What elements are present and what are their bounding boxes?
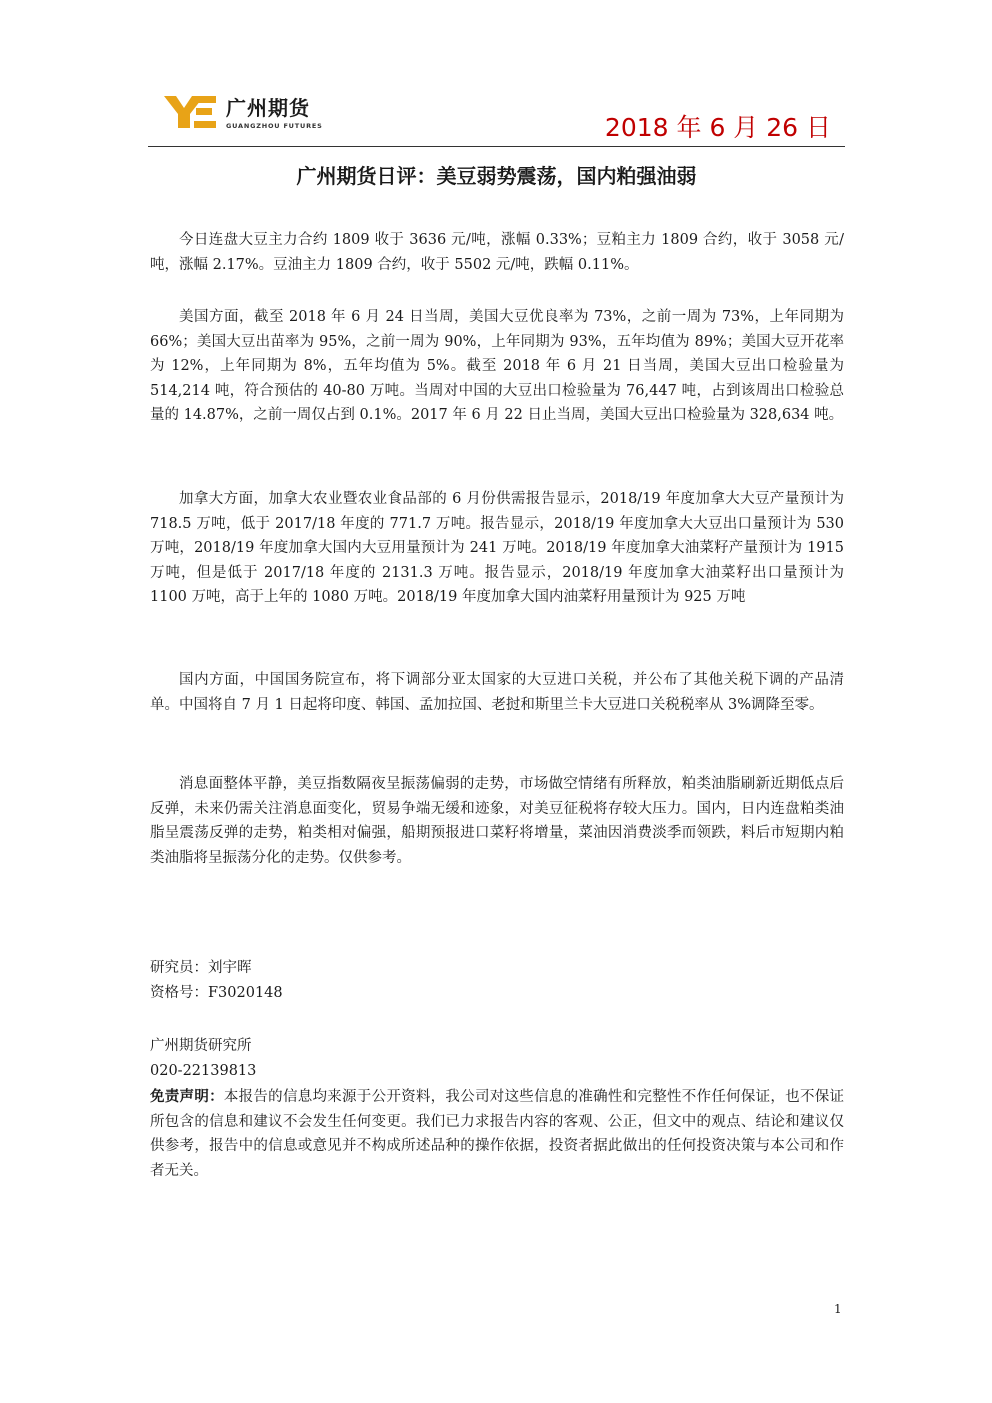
license-number: 资格号：F3020148 — [150, 985, 283, 1001]
logo-text-cn: 广州期货 — [226, 96, 310, 120]
paragraph-domestic: 国内方面，中国国务院宣布，将下调部分亚太国家的大豆进口关税，并公布了其他关税下调的产品清单。中国将自 7 月 1 日起将印度、韩国、孟加拉国、老挝和斯里兰卡大豆进口关税税率从 3%调降至零。 — [150, 672, 844, 713]
header-divider — [148, 146, 845, 147]
researcher-name: 研究员：刘宇晖 — [150, 960, 252, 976]
disclaimer-label: 免责声明： — [150, 1089, 224, 1105]
company-logo — [164, 88, 334, 136]
paragraph-summary: 消息面整体平静，美豆指数隔夜呈振荡偏弱的走势，市场做空情绪有所释放，粕类油脂刷新近期低点后反弹，未来仍需关注消息面变化，贸易争端无缓和迹象，对美豆征税将存较大压力。国内，日内连盘粕类油脂呈震荡反弹的走势，粕类相对偏强，船期预报进口菜籽将增量，菜油因消费淡季而领跌，料后市短期内粕类油脂将呈振荡分化的走势。仅供参考。 — [150, 776, 844, 866]
paragraph-us: 美国方面，截至 2018 年 6 月 24 日当周，美国大豆优良率为 73%，之前一周为 73%，上年同期为 66%；美国大豆出苗率为 95%，之前一周为 90%，上年同期为 93%，五年均值为 89%；美国大豆开花率为 12%，上年同期为 8%，五年均值为 5%。截至 2018 年 6 月 21 日当周，美国大豆出口检验量为 514,214 吨，符合预估的 40-80 万吨。当周对中国的大豆出口检验量为 76,447 吨，占到该周出口检验总量的 14.87%，之前一周仅占到 0.1%。2017 年 6 月 22 日止当周，美国大豆出口检验量为 328,634 吨。 — [150, 309, 844, 423]
institute-name: 广州期货研究所 — [150, 1038, 252, 1054]
disclaimer — [150, 1085, 844, 1183]
disclaimer-text: 本报告的信息均来源于公开资料，我公司对这些信息的准确性和完整性不作任何保证，也不保证所包含的信息和建议不会发生任何变更。我们已力求报告内容的客观、公正，但文中的观点、结论和建议仅供参考，报告中的信息或意见并不构成所述品种的操作依据，投资者据此做出的任何投资决策与本公司和作者无关。 — [150, 1089, 844, 1179]
paragraph-market-close: 今日连盘大豆主力合约 1809 收于 3636 元/吨，涨幅 0.33%；豆粕主力 1809 合约，收于 3058 元/吨，涨幅 2.17%。豆油主力 1809 合约，收于 5502 元/吨，跌幅 0.11%。 — [150, 232, 844, 273]
phone-number: 020-22139813 — [150, 1063, 257, 1079]
report-date: 2018 年 6 月 26 日 — [604, 113, 831, 142]
page-header — [148, 80, 845, 148]
page-number: 1 — [834, 1302, 842, 1316]
logo-text-en: GUANGZHOU FUTURES — [226, 122, 323, 130]
report-title: 广州期货日评：美豆弱势震荡，国内粕强油弱 — [296, 164, 697, 188]
paragraph-canada: 加拿大方面，加拿大农业暨农业食品部的 6 月份供需报告显示，2018/19 年度加拿大大豆产量预计为 718.5 万吨，低于 2017/18 年度的 771.7 万吨。报告显示，2018/19 年度加拿大大豆出口量预计为 530 万吨，2018/19 年度加拿大国内大豆用量预计为 241 万吨。2018/19 年度加拿大油菜籽产量预计为 1915 万吨，但是低于 2017/18 年度的 2131.3 万吨。报告显示，2018/19 年度加拿大油菜籽出口量预计为 1100 万吨，高于上年的 1080 万吨。2018/19 年度加拿大国内油菜籽用量预计为 925 万吨 — [150, 491, 844, 605]
logo-mark-icon — [164, 94, 220, 130]
